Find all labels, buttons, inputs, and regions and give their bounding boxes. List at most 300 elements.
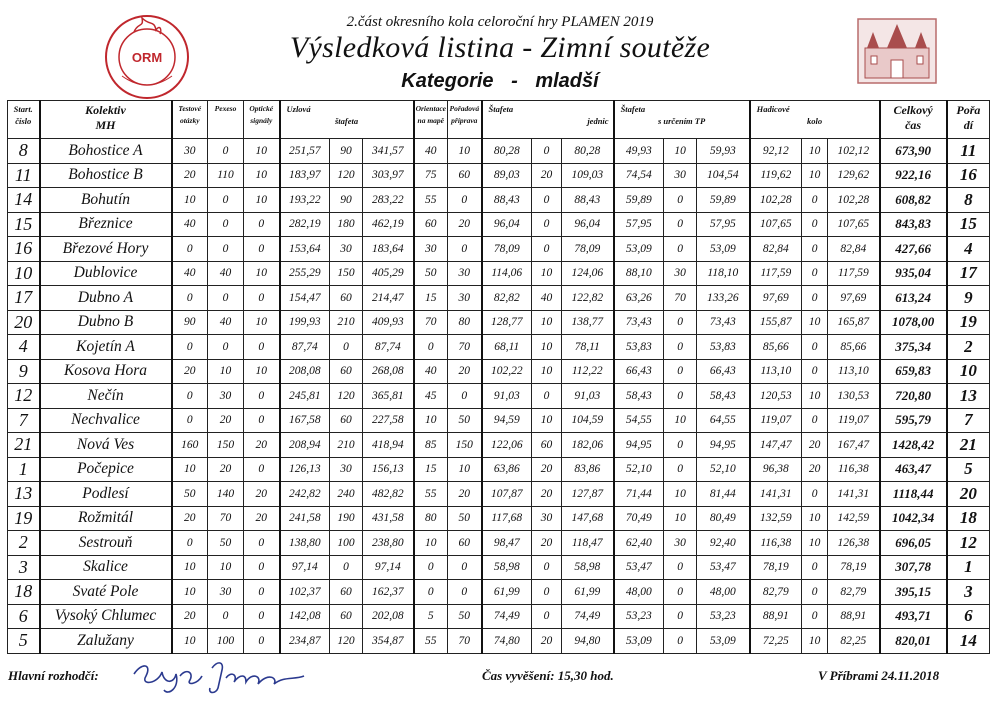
cell: 20 — [244, 433, 280, 458]
start-number-cell: 2 — [8, 531, 40, 556]
cell: 0 — [664, 237, 697, 262]
table-row — [8, 384, 990, 409]
col-hadicove-kolo: Hadicové kolo — [750, 101, 880, 139]
cell: 0 — [244, 555, 280, 580]
cell: 53,83 — [614, 335, 664, 360]
cell: 60 — [330, 408, 363, 433]
cell: 5 — [414, 604, 448, 629]
col-poradova: Pořadová příprava — [448, 101, 482, 139]
cell: 10 — [208, 359, 244, 384]
cell: 122,06 — [482, 433, 532, 458]
cell: 0 — [208, 139, 244, 164]
table-row — [8, 555, 990, 580]
cell: 0 — [244, 457, 280, 482]
cell: 30 — [448, 261, 482, 286]
cell: 10 — [448, 139, 482, 164]
cell: 0 — [802, 188, 828, 213]
cell: 20 — [448, 359, 482, 384]
cell: 10 — [664, 506, 697, 531]
cell: 96,04 — [562, 212, 614, 237]
cell: 0 — [802, 555, 828, 580]
total-time-cell: 375,34 — [880, 335, 947, 360]
total-time-cell: 595,79 — [880, 408, 947, 433]
start-number-cell: 1 — [8, 457, 40, 482]
cell: 160 — [172, 433, 208, 458]
start-number-cell: 11 — [8, 163, 40, 188]
cell: 80,28 — [562, 139, 614, 164]
results-body — [8, 139, 990, 654]
cell: 0 — [802, 580, 828, 605]
cell: 245,81 — [280, 384, 330, 409]
cell: 92,12 — [750, 139, 802, 164]
team-name-cell: Březové Hory — [40, 237, 172, 262]
logo-text: ORM — [131, 50, 163, 65]
place-cell: 2 — [947, 335, 990, 360]
cell: 0 — [330, 335, 363, 360]
cell: 0 — [330, 555, 363, 580]
cell: 70 — [664, 286, 697, 311]
cell: 251,57 — [280, 139, 330, 164]
cell: 180 — [330, 212, 363, 237]
col-poradi: Pořa dí — [947, 101, 990, 139]
cell: 102,28 — [750, 188, 802, 213]
cell: 114,06 — [482, 261, 532, 286]
cell: 57,95 — [697, 212, 750, 237]
cell: 240 — [330, 482, 363, 507]
cell: 238,80 — [363, 531, 414, 556]
cell: 49,93 — [614, 139, 664, 164]
place-cell: 15 — [947, 212, 990, 237]
cell: 120 — [330, 384, 363, 409]
total-time-cell: 843,83 — [880, 212, 947, 237]
cell: 53,47 — [614, 555, 664, 580]
start-number-cell: 3 — [8, 555, 40, 580]
team-name-cell: Dublovice — [40, 261, 172, 286]
table-row — [8, 212, 990, 237]
cell: 88,43 — [482, 188, 532, 213]
cell: 88,43 — [562, 188, 614, 213]
cell: 190 — [330, 506, 363, 531]
cell: 210 — [330, 310, 363, 335]
cell: 0 — [244, 604, 280, 629]
cell: 482,82 — [363, 482, 414, 507]
cell: 50 — [448, 408, 482, 433]
col-kolektiv: Kolektiv MH — [40, 101, 172, 139]
cell: 40 — [172, 212, 208, 237]
cell: 119,07 — [828, 408, 880, 433]
cell: 83,86 — [562, 457, 614, 482]
place-cell: 17 — [947, 261, 990, 286]
category-separator: - — [511, 70, 518, 92]
col-uzlova-stafeta: Uzlová štafeta — [280, 101, 414, 139]
cell: 431,58 — [363, 506, 414, 531]
cell: 20 — [802, 457, 828, 482]
total-time-cell: 1078,00 — [880, 310, 947, 335]
cell: 96,04 — [482, 212, 532, 237]
cell: 20 — [448, 482, 482, 507]
team-name-cell: Dubno B — [40, 310, 172, 335]
cell: 66,43 — [614, 359, 664, 384]
cell: 60 — [448, 531, 482, 556]
cell: 94,59 — [482, 408, 532, 433]
col-pexeso: Pexeso — [208, 101, 244, 139]
cell: 53,47 — [697, 555, 750, 580]
col-testove-otazky: Testové otázky — [172, 101, 208, 139]
cell: 87,74 — [363, 335, 414, 360]
cell: 58,43 — [697, 384, 750, 409]
cell: 282,19 — [280, 212, 330, 237]
cell: 255,29 — [280, 261, 330, 286]
cell: 0 — [664, 212, 697, 237]
cell: 15 — [414, 286, 448, 311]
cell: 97,69 — [828, 286, 880, 311]
team-name-cell: Sestrouň — [40, 531, 172, 556]
start-number-cell: 19 — [8, 506, 40, 531]
cell: 409,93 — [363, 310, 414, 335]
cell: 75 — [414, 163, 448, 188]
cell: 162,37 — [363, 580, 414, 605]
referee-signature — [128, 654, 318, 698]
cell: 202,08 — [363, 604, 414, 629]
total-time-cell: 820,01 — [880, 629, 947, 654]
cell: 102,28 — [828, 188, 880, 213]
cell: 60 — [330, 359, 363, 384]
cell: 208,08 — [280, 359, 330, 384]
cell: 97,69 — [750, 286, 802, 311]
cell: 0 — [414, 580, 448, 605]
total-time-cell: 608,82 — [880, 188, 947, 213]
team-name-cell: Podlesí — [40, 482, 172, 507]
cell: 0 — [664, 580, 697, 605]
cell: 50 — [414, 261, 448, 286]
cell: 52,10 — [697, 457, 750, 482]
cell: 0 — [532, 555, 562, 580]
place-cell: 9 — [947, 286, 990, 311]
cell: 48,00 — [697, 580, 750, 605]
cell: 120 — [330, 163, 363, 188]
cell: 53,23 — [614, 604, 664, 629]
cell: 0 — [532, 604, 562, 629]
cell: 102,22 — [482, 359, 532, 384]
cell: 167,47 — [828, 433, 880, 458]
cell: 10 — [802, 310, 828, 335]
cell: 71,44 — [614, 482, 664, 507]
cell: 10 — [532, 359, 562, 384]
total-time-cell: 922,16 — [880, 163, 947, 188]
table-row — [8, 310, 990, 335]
cell: 119,07 — [750, 408, 802, 433]
cell: 107,65 — [750, 212, 802, 237]
cell: 20 — [244, 482, 280, 507]
cell: 10 — [244, 310, 280, 335]
cell: 74,49 — [562, 604, 614, 629]
cell: 10 — [802, 506, 828, 531]
posting-time: Čas vyvěšení: 15,30 hod. — [482, 668, 614, 683]
cell: 142,59 — [828, 506, 880, 531]
cell: 50 — [172, 482, 208, 507]
cell: 78,19 — [828, 555, 880, 580]
table-row — [8, 433, 990, 458]
cell: 0 — [448, 237, 482, 262]
cell: 122,82 — [562, 286, 614, 311]
cell: 61,99 — [482, 580, 532, 605]
cell: 0 — [664, 310, 697, 335]
cell: 120 — [330, 629, 363, 654]
cell: 0 — [532, 139, 562, 164]
cell: 10 — [244, 188, 280, 213]
cell: 0 — [532, 212, 562, 237]
orm-logo — [104, 14, 190, 100]
cell: 0 — [664, 335, 697, 360]
cell: 60 — [330, 580, 363, 605]
cell: 140 — [208, 482, 244, 507]
cell: 150 — [330, 261, 363, 286]
cell: 72,25 — [750, 629, 802, 654]
cell: 70 — [414, 310, 448, 335]
cell: 283,22 — [363, 188, 414, 213]
cell: 60 — [414, 212, 448, 237]
cell: 119,62 — [750, 163, 802, 188]
cell: 88,91 — [828, 604, 880, 629]
cell: 90 — [330, 188, 363, 213]
place-cell: 1 — [947, 555, 990, 580]
cell: 0 — [244, 237, 280, 262]
cell: 303,97 — [363, 163, 414, 188]
cell: 78,11 — [562, 335, 614, 360]
cell: 107,87 — [482, 482, 532, 507]
cell: 0 — [244, 629, 280, 654]
cell: 90 — [330, 139, 363, 164]
cell: 153,64 — [280, 237, 330, 262]
cell: 40 — [532, 286, 562, 311]
cell: 88,10 — [614, 261, 664, 286]
col-stafeta-tp: Štafeta s určením TP — [614, 101, 750, 139]
cell: 117,68 — [482, 506, 532, 531]
cell: 97,14 — [363, 555, 414, 580]
cell: 53,09 — [697, 237, 750, 262]
team-name-cell: Kosova Hora — [40, 359, 172, 384]
referee-label: Hlavní rozhodčí: — [8, 668, 99, 683]
cell: 126,13 — [280, 457, 330, 482]
cell: 10 — [244, 261, 280, 286]
place-cell: 3 — [947, 580, 990, 605]
cell: 102,12 — [828, 139, 880, 164]
start-number-cell: 5 — [8, 629, 40, 654]
place-cell: 8 — [947, 188, 990, 213]
cell: 109,03 — [562, 163, 614, 188]
cell: 92,40 — [697, 531, 750, 556]
cell: 98,47 — [482, 531, 532, 556]
cell: 20 — [448, 212, 482, 237]
cell: 20 — [244, 506, 280, 531]
team-name-cell: Zalužany — [40, 629, 172, 654]
cell: 10 — [664, 408, 697, 433]
cell: 20 — [802, 433, 828, 458]
team-name-cell: Nová Ves — [40, 433, 172, 458]
category-line — [300, 70, 700, 93]
cell: 127,87 — [562, 482, 614, 507]
cell: 40 — [414, 359, 448, 384]
cell: 40 — [208, 310, 244, 335]
cell: 100 — [330, 531, 363, 556]
cell: 59,89 — [697, 188, 750, 213]
cell: 0 — [208, 604, 244, 629]
cell: 58,98 — [482, 555, 532, 580]
cell: 73,43 — [697, 310, 750, 335]
cell: 0 — [244, 580, 280, 605]
cell: 102,37 — [280, 580, 330, 605]
team-name-cell: Skalice — [40, 555, 172, 580]
table-row — [8, 163, 990, 188]
cell: 0 — [448, 188, 482, 213]
cell: 30 — [664, 531, 697, 556]
cell: 85,66 — [750, 335, 802, 360]
total-time-cell: 493,71 — [880, 604, 947, 629]
total-time-cell: 1428,42 — [880, 433, 947, 458]
cell: 0 — [802, 482, 828, 507]
table-row — [8, 531, 990, 556]
start-number-cell: 13 — [8, 482, 40, 507]
place-cell: 14 — [947, 629, 990, 654]
cell: 40 — [414, 139, 448, 164]
cell: 234,87 — [280, 629, 330, 654]
cell: 0 — [802, 359, 828, 384]
cell: 405,29 — [363, 261, 414, 286]
cell: 10 — [414, 408, 448, 433]
cell: 30 — [330, 457, 363, 482]
cell: 94,80 — [562, 629, 614, 654]
team-name-cell: Bohostice A — [40, 139, 172, 164]
cell: 60 — [330, 604, 363, 629]
cell: 82,84 — [828, 237, 880, 262]
cell: 0 — [208, 237, 244, 262]
total-time-cell: 935,04 — [880, 261, 947, 286]
cell: 91,03 — [482, 384, 532, 409]
cell: 0 — [244, 335, 280, 360]
cell: 53,23 — [697, 604, 750, 629]
cell: 64,55 — [697, 408, 750, 433]
cell: 90 — [172, 310, 208, 335]
cell: 133,26 — [697, 286, 750, 311]
cell: 63,86 — [482, 457, 532, 482]
start-number-cell: 10 — [8, 261, 40, 286]
cell: 156,13 — [363, 457, 414, 482]
start-number-cell: 16 — [8, 237, 40, 262]
cell: 0 — [172, 408, 208, 433]
cell: 128,77 — [482, 310, 532, 335]
cell: 70,49 — [614, 506, 664, 531]
cell: 70 — [448, 629, 482, 654]
table-row — [8, 139, 990, 164]
cell: 147,47 — [750, 433, 802, 458]
cell: 58,98 — [562, 555, 614, 580]
total-time-cell: 395,15 — [880, 580, 947, 605]
cell: 141,31 — [750, 482, 802, 507]
cell: 20 — [532, 531, 562, 556]
cell: 0 — [172, 335, 208, 360]
cell: 20 — [532, 163, 562, 188]
cell: 0 — [172, 237, 208, 262]
cell: 30 — [414, 237, 448, 262]
team-name-cell: Nečín — [40, 384, 172, 409]
cell: 94,95 — [697, 433, 750, 458]
cell: 118,47 — [562, 531, 614, 556]
total-time-cell: 673,90 — [880, 139, 947, 164]
team-name-cell: Vysoký Chlumec — [40, 604, 172, 629]
cell: 80 — [414, 506, 448, 531]
cell: 0 — [802, 212, 828, 237]
cell: 0 — [172, 384, 208, 409]
total-time-cell: 659,83 — [880, 359, 947, 384]
cell: 30 — [330, 237, 363, 262]
cell: 81,44 — [697, 482, 750, 507]
cell: 0 — [244, 408, 280, 433]
cell: 53,09 — [614, 629, 664, 654]
cell: 0 — [802, 335, 828, 360]
cell: 60 — [532, 433, 562, 458]
cell: 165,87 — [828, 310, 880, 335]
event-subtitle: 2.část okresního kola celoroční hry PLAMEN 2019 — [346, 14, 654, 30]
cell: 0 — [664, 359, 697, 384]
table-header-row — [8, 101, 990, 139]
cell: 15 — [414, 457, 448, 482]
cell: 183,97 — [280, 163, 330, 188]
cell: 154,47 — [280, 286, 330, 311]
cell: 0 — [802, 237, 828, 262]
cell: 20 — [208, 457, 244, 482]
cell: 112,22 — [562, 359, 614, 384]
cell: 50 — [208, 531, 244, 556]
start-number-cell: 17 — [8, 286, 40, 311]
cell: 113,10 — [750, 359, 802, 384]
cell: 59,89 — [614, 188, 664, 213]
cell: 10 — [244, 139, 280, 164]
team-name-cell: Svaté Pole — [40, 580, 172, 605]
cell: 53,83 — [697, 335, 750, 360]
cell: 66,43 — [697, 359, 750, 384]
cell: 354,87 — [363, 629, 414, 654]
cell: 10 — [802, 163, 828, 188]
cell: 341,57 — [363, 139, 414, 164]
start-number-cell: 20 — [8, 310, 40, 335]
cell: 30 — [664, 163, 697, 188]
table-row — [8, 359, 990, 384]
place-cell: 12 — [947, 531, 990, 556]
page-title: Výsledková listina - Zimní soutěže — [289, 31, 711, 64]
team-name-cell: Dubno A — [40, 286, 172, 311]
cell: 30 — [172, 139, 208, 164]
cell: 53,09 — [614, 237, 664, 262]
cell: 30 — [532, 506, 562, 531]
cell: 10 — [244, 163, 280, 188]
cell: 0 — [414, 335, 448, 360]
town-coat-of-arms — [857, 18, 937, 84]
cell: 124,06 — [562, 261, 614, 286]
cell: 10 — [802, 629, 828, 654]
total-time-cell: 1042,34 — [880, 506, 947, 531]
cell: 0 — [664, 384, 697, 409]
table-row — [8, 580, 990, 605]
cell: 118,10 — [697, 261, 750, 286]
cell: 129,62 — [828, 163, 880, 188]
cell: 0 — [532, 237, 562, 262]
cell: 70 — [448, 335, 482, 360]
cell: 82,79 — [750, 580, 802, 605]
start-number-cell: 8 — [8, 139, 40, 164]
cell: 0 — [664, 188, 697, 213]
team-name-cell: Kojetín A — [40, 335, 172, 360]
cell: 110 — [208, 163, 244, 188]
